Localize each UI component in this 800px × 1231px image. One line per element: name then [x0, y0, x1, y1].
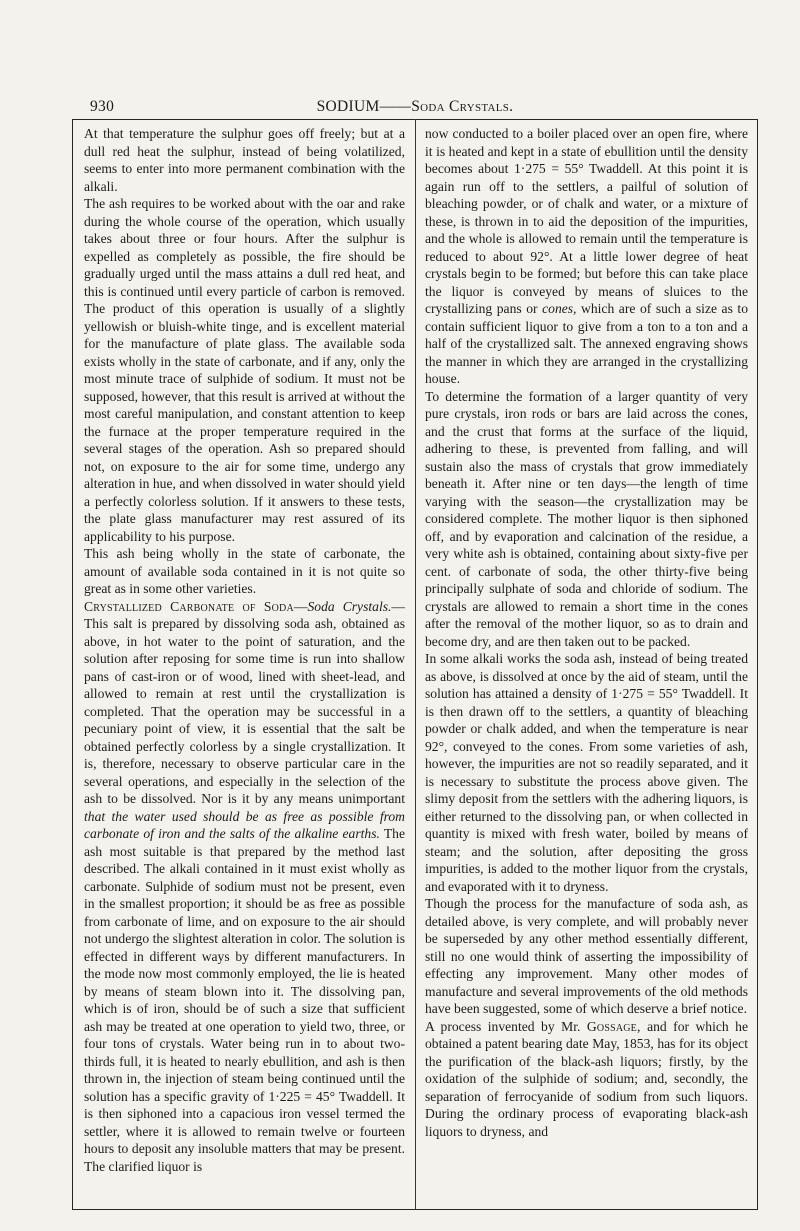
paragraph-text: A process invented by Mr. — [425, 1018, 581, 1034]
paragraph-text: which are of such a size as to contain sufficient liquor to give from a ton to a ton and a half of the crystallized salt. The annexed engraving shows the manner in which they are arranged in the crystallizing house. — [425, 301, 749, 386]
paragraph-text: and for which he obtained a patent bearing date May, 1853, has for its object the purification of the black-ash liquors; firstly, by the oxidation of the sulphide of sodium; and, secondly, the separation of ferrocyanide of sodium from such liquors. During the ordinary process of evaporating black-ash liquors to dryness, and — [425, 1018, 749, 1139]
column-divider — [415, 119, 416, 1209]
left-column — [84, 125, 405, 1175]
section-subheading: Soda Crystals. — [307, 598, 392, 614]
paragraph: To determine the formation of a larger quantity of very pure crystals, iron rods or bars are laid across the cones, and the crust that forms at the surface of the liquid, adhering to these, is prevented from falling, and will sustain also the mass of crystals that grow immediately beneath it. After nine or ten days—the length of time varying with the season—the crystallization may be considered complete. The mother liquor is then siphoned off, and by evaporation and calcination of the residue, a very white ash is obtained, containing about sixty-five per cent. of carbonate of soda, the other thirty-five being principally sulphate of soda and chloride of sodium. The crystals are allowed to remain a short time in the cones after the removal of the mother liquor, so as to drain and become dry, and are then taken out to be packed. — [425, 388, 748, 649]
left-border-rule — [72, 119, 73, 1209]
right-column — [425, 125, 748, 1140]
bottom-rule — [72, 1209, 758, 1210]
right-border-rule — [757, 119, 758, 1209]
paragraph: At that temperature the sulphur goes off freely; but at a dull red heat the sulphur, instead of being volatilized, seems to enter into more permanent combination with the alkali. — [84, 126, 405, 194]
running-title-main: SODIUM — [316, 98, 380, 115]
running-title — [72, 98, 758, 116]
person-name: Gossage, — [586, 1018, 641, 1034]
paragraph-text: now conducted to a boiler placed over an open fire, where it is heated and kept in a state of ebullition until the density becomes about 1·275 = 55° Twaddell. At this point it is again run off to the settlers, a pailful of solution of bleaching powder, or of chalk and water, or a mixture of these, is thrown in to aid the deposition of the impurities, and the whole is allowed to remain until the temperature is reduced to about 92°. At a little lower degree of heat crystals begin to be formed; but before this can take place the liquor is conveyed by means of sluices to the crystallizing pans or — [425, 126, 748, 316]
paragraph-text: The ash most suitable is that prepared by the method last described. The alkali contained in it must exist wholly as carbonate. Sulphide of sodium must not be present, even in the smallest proportion; it should be as free as possible from carbonate of lime, and on exposure to the air should not undergo the slightest alteration in color. The solution is effected in different ways by different manufacturers. In the mode now most commonly employed, the lie is heated by means of steam blown into it. The dissolving pan, which is of iron, should be of such a size that sufficient ash may be treated at one operation to yield two, three, or four tons of crystals. Water being run in to about two-thirds full, it is heated to nearly ebullition, and ash is then thrown in, the injection of steam being continued until the solution has a specific gravity of 1·225 = 45° Twaddell. It is then siphoned into a capacious iron vessel termed the settler, where it is allowed to remain twelve or fourteen hours to deposit any insoluble matters that may be present. The clarified liquor is — [84, 826, 405, 1174]
emphasis-text: cones, — [542, 301, 577, 316]
paragraph: In some alkali works the soda ash, instead of being treated as above, is dissolved at once by the aid of steam, until the solution has attained a density of 1·275 = 55° Twaddell. It is then drawn off to the settlers, a quantity of bleaching powder or chalk added, and when the temperature is near 92°, conveyed to the cones. From some varieties of ash, however, the impurities are not so readily separated, and it is necessary to substitute the process above given. The slimy deposit from the settlers with the adhering liquors, is either returned to the dissolving pan, or when collected in quantity is mixed with fresh water, boiled by means of steam; and the solution, after depositing the gross impurities, is added to the mother liquor from the crystals, and evaporated with it to dryness. — [425, 651, 748, 894]
paragraph — [425, 1018, 748, 1141]
paragraph-text: —This salt is prepared by dissolving soda ash, obtained as above, in hot water to the point of saturation, and the solution after reposing for some time is run into shallow pans of cast-iron or of wood, lined with sheet-lead, and allowed to remain at rest until the crystallization is completed. That the operation may be successful in a pecuniary point of view, it is essential that the salt be obtained perfectly colorless by a single crystallization. It is, therefore, necessary to observe particular care in the several operations, and especially in the selection of the ash to be dissolved. Nor is it by any means unimportant — [84, 598, 406, 806]
paragraph: The ash requires to be worked about with the oar and rake during the whole course of the operation, which usually takes about three or four hours. After the sulphur is expelled as completely as possible, the fire should be gradually urged until the mass attains a dull red heat, and this is continued until every particle of carbon is removed. The product of this operation is usually of a slightly yellowish or bluish-white tinge, and is excellent material for the manufacture of plate glass. The available soda exists wholly in the state of carbonate, and if any, only the most minute trace of sulphide of sodium. It must not be supposed, however, that this result is arrived at without the most careful manipulation, and constant attention to keep the furnace at the proper temperature required in the several stages of the operation. Ash so prepared should not, on exposure to the air for some time, undergo any alteration in hue, and when dissolved in water should yield a perfectly colorless solution. If it answers to these tests, the plate glass manufacturer may rest assured of its applicability to his purpose. — [84, 196, 405, 544]
paragraph-soda-crystals — [84, 598, 405, 1176]
running-title-separator: —— — [379, 98, 412, 115]
page-header — [72, 98, 758, 116]
paragraph: This ash being wholly in the state of carbonate, the amount of available soda contained in it is not quite so great as in some other varieties. — [84, 546, 405, 596]
section-heading: Crystallized Carbonate of Soda — [84, 598, 294, 614]
running-title-sub: Soda Crystals. — [411, 98, 514, 115]
heading-dash: — — [293, 598, 308, 614]
page-number: 930 — [90, 98, 115, 115]
emphasis-text: that the water used should be as free as possible from carbonate of iron and the salts of the alkaline earths. — [84, 808, 405, 841]
paragraph — [425, 125, 748, 388]
paragraph: Though the process for the manufacture of soda ash, as detailed above, is very complete, and will probably never be superseded by any other method essentially different, still no one would think of asserting the impossibility of effecting any improvement. Many other modes of manufacture and several improvements of the old methods have been suggested, some of which deserve a brief notice. — [425, 896, 748, 1016]
